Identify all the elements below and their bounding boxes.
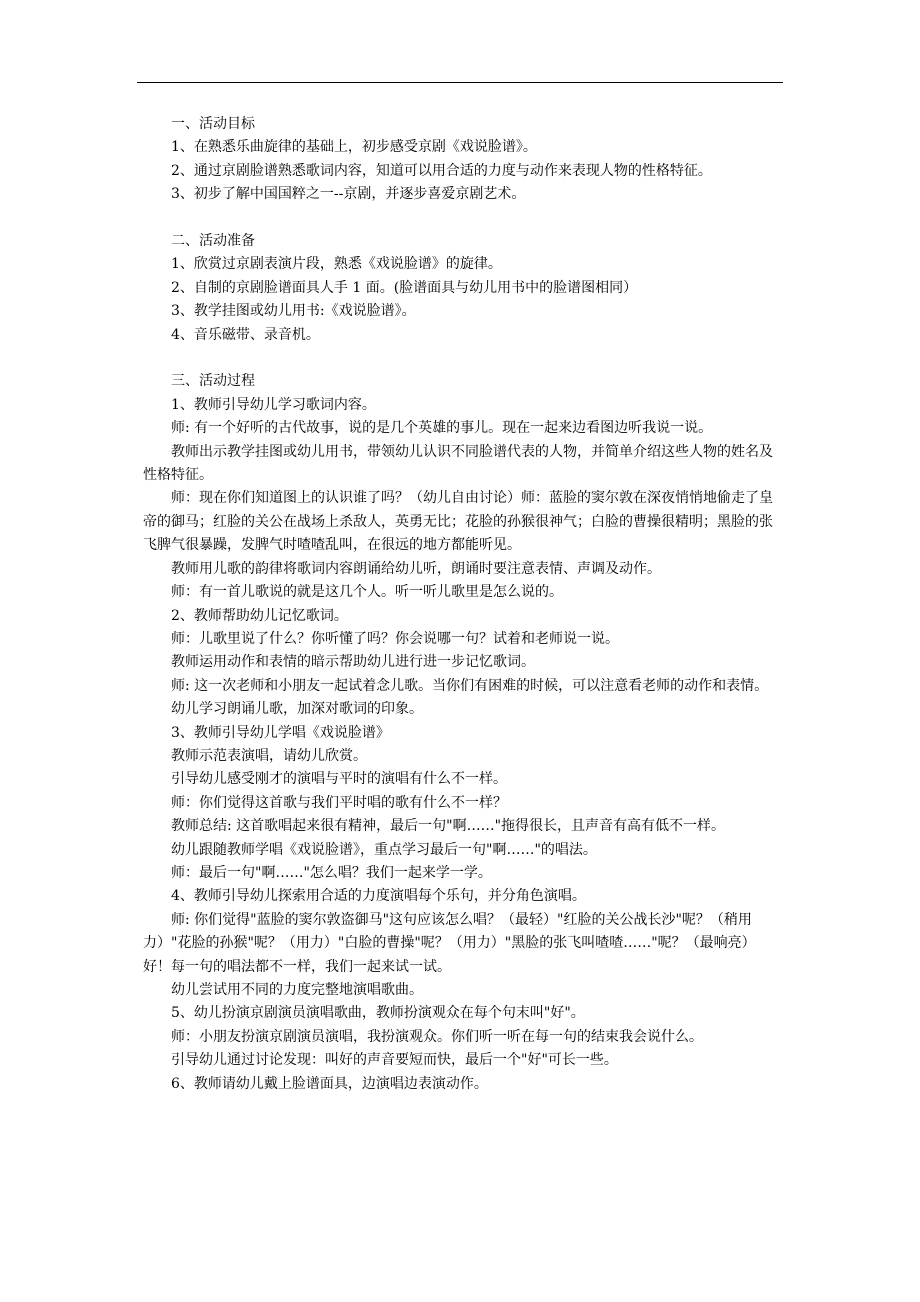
section-heading-goals: 一、活动目标 [171, 116, 255, 132]
process-paragraph: 幼儿尝试用不同的力度完整地演唱歌曲。 [171, 982, 423, 998]
goal-item: 1、在熟悉乐曲旋律的基础上，初步感受京剧《戏说脸谱》。 [171, 139, 537, 156]
preparation-item: 3、教学挂图或幼儿用书:《戏说脸谱》。 [171, 303, 416, 320]
process-paragraph: 6、教师请幼儿戴上脸谱面具，边演唱边表演动作。 [171, 1075, 488, 1092]
process-paragraph: 引导幼儿感受刚才的演唱与平时的演唱有什么不一样。 [171, 771, 507, 788]
process-paragraph: 师: 有一个好听的古代故事，说的是几个英雄的事儿。现在一起来边看图边听我说一说。 [171, 420, 713, 437]
header-rule [137, 82, 783, 83]
process-paragraph: 1、教师引导幼儿学习歌词内容。 [171, 396, 376, 413]
preparation-item: 2、自制的京剧脸谱面具人手 1 面。(脸谱面具与幼儿用书中的脸谱图相同） [171, 279, 638, 296]
process-paragraph: 教师运用动作和表情的暗示帮助幼儿进行进一步记忆歌词。 [171, 654, 535, 671]
section-gap [143, 347, 783, 370]
process-paragraph: 师: 你们觉得"蓝脸的窦尔敦盗御马"这句应该怎么唱？（最轻）"红脸的关公战长沙"呢？（稍用力）"花脸的孙猴"呢？（用力）"白脸的曹操"呢？（用力）"黑脸的张飞叫喳喳……"呢？（最响亮）好！每一句的唱法都不一样，我们一起来试一试。 [143, 911, 756, 975]
goal-item: 3、初步了解中国国粹之一--京剧，并逐步喜爱京剧艺术。 [171, 186, 526, 203]
process-paragraph: 教师总结: 这首歌唱起来很有精神，最后一句"啊……"拖得很长，且声音有高有低不一样。 [171, 818, 726, 835]
process-paragraph: 幼儿学习朗诵儿歌，加深对歌词的印象。 [171, 701, 423, 718]
process-paragraph: 3、教师引导幼儿学唱《戏说脸谱》 [171, 724, 390, 741]
process-paragraph: 师：儿歌里说了什么？你听懂了吗？你会说哪一句？试着和老师说一说。 [171, 630, 619, 647]
process-paragraph: 师：现在你们知道图上的认识谁了吗？（幼儿自由讨论）师：蓝脸的窦尔敦在深夜悄悄地偷走了皇帝的御马；红脸的关公在战场上杀敌人，英勇无比；花脸的孙猴很神气；白脸的曹操很精明；黑脸的张飞脾气很暴躁，发脾气时喳喳乱叫，在很远的地方都能听见。 [143, 490, 773, 554]
process-paragraph: 2、教师帮助幼儿记忆歌词。 [171, 607, 348, 624]
process-paragraph: 幼儿跟随教师学唱《戏说脸谱》，重点学习最后一句"啊……"的唱法。 [171, 841, 597, 858]
process-paragraph: 教师出示教学挂图或幼儿用书，带领幼儿认识不同脸谱代表的人物，并简单介绍这些人物的姓名及性格特征。 [143, 443, 773, 484]
preparation-item: 4、音乐磁带、录音机。 [171, 326, 320, 343]
process-paragraph: 师：最后一句"啊……"怎么唱？我们一起来学一学。 [171, 864, 492, 881]
document-body [143, 113, 783, 1096]
process-paragraph: 4、教师引导幼儿探索用合适的力度演唱每个乐句，并分角色演唱。 [171, 888, 586, 905]
preparation-item: 1、欣赏过京剧表演片段，熟悉《戏说脸谱》的旋律。 [171, 256, 502, 273]
section-heading-process: 三、活动过程 [171, 373, 255, 390]
section-gap [143, 207, 783, 230]
process-paragraph: 教师示范表演唱，请幼儿欣赏。 [171, 747, 367, 764]
process-paragraph: 师：你们觉得这首歌与我们平时唱的歌有什么不一样？ [171, 794, 507, 811]
process-paragraph: 师: 这一次老师和小朋友一起试着念儿歌。当你们有困难的时候，可以注意看老师的动作和表情。 [171, 677, 769, 694]
process-paragraph: 5、幼儿扮演京剧演员演唱歌曲，教师扮演观众在每个句末叫"好"。 [171, 1005, 585, 1022]
goal-item: 2、通过京剧脸谱熟悉歌词内容，知道可以用合适的力度与动作来表现人物的性格特征。 [171, 162, 712, 179]
process-paragraph: 师：有一首儿歌说的就是这几个人。听一听儿歌里是怎么说的。 [171, 584, 563, 601]
process-paragraph: 师：小朋友扮演京剧演员演唱，我扮演观众。你们听一听在每一句的结束我会说什么。 [171, 1028, 703, 1045]
process-paragraph: 引导幼儿通过讨论发现：叫好的声音要短而快，最后一个"好"可长一些。 [171, 1052, 618, 1069]
process-paragraph: 教师用儿歌的韵律将歌词内容朗诵给幼儿听，朗诵时要注意表情、声调及动作。 [171, 560, 661, 577]
section-heading-preparation: 二、活动准备 [171, 233, 255, 250]
